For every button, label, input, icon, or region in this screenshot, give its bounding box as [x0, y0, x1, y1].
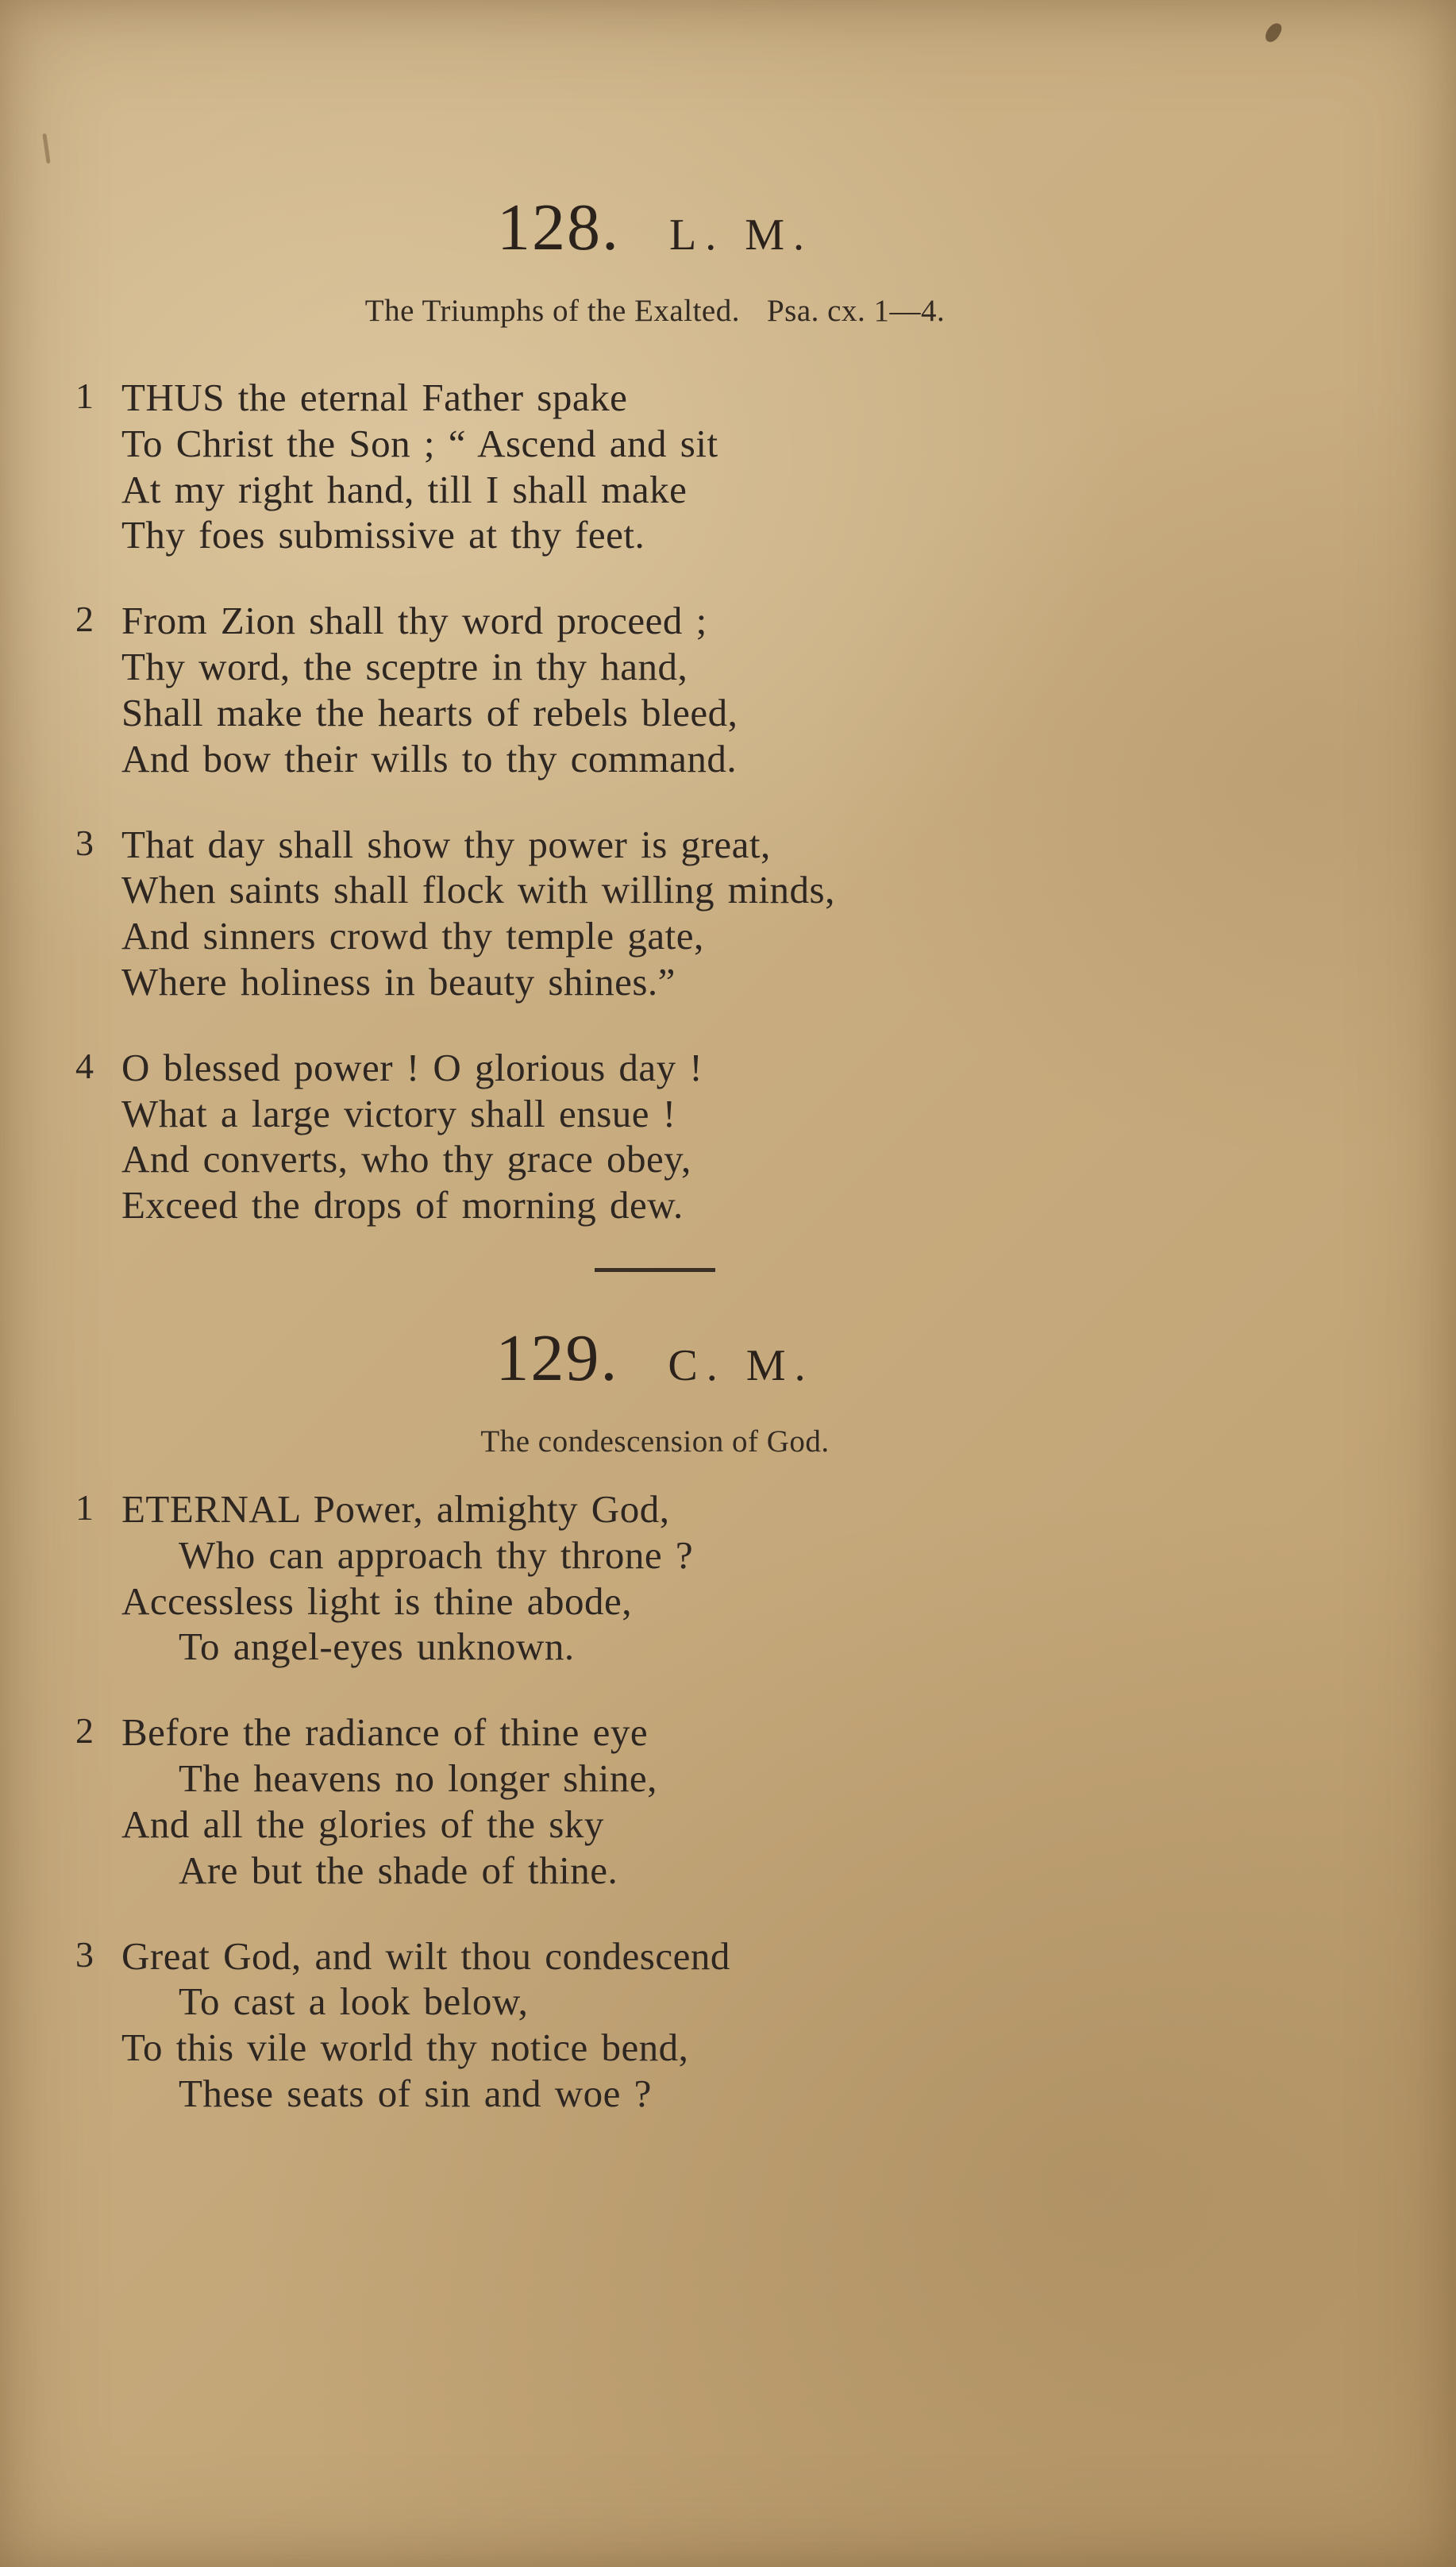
verse-lines [121, 822, 1235, 1005]
hymn-subtitle-text: The Triumphs of the Exalted. [364, 294, 740, 328]
verse-line: Who can approach thy throne ? [179, 1532, 694, 1577]
verse-lines [121, 1709, 1235, 1893]
verse-line: The heavens no longer shine, [179, 1756, 657, 1801]
verse-line: Thy foes submissive at thy feet. [121, 513, 645, 557]
verse-line: Great God, and wilt thou condescend [121, 1933, 730, 1978]
hymn-reference: Psa. cx. 1—4. [766, 294, 946, 328]
verse-lines [121, 1933, 1235, 2117]
verse-line: These seats of sin and woe ? [179, 2071, 652, 2115]
verse-line: What a large victory shall ensue ! [121, 1091, 676, 1135]
verse-lines [121, 1045, 1235, 1228]
verse-line: At my right hand, till I shall make [121, 467, 688, 511]
hymn-meter: L. M. [669, 210, 813, 260]
page-content [75, 189, 1235, 2157]
verse-line: And bow their wills to thy command. [121, 736, 738, 781]
hymn-subtitle [75, 1424, 1235, 1459]
verse-number: 3 [75, 1933, 94, 1975]
hymn-meter: C. M. [668, 1341, 815, 1390]
hymn-divider [595, 1268, 715, 1272]
hymn-heading [75, 189, 1235, 266]
verse-line: To Christ the Son ; “ Ascend and sit [121, 421, 718, 465]
verse-line: To this vile world thy notice bend, [121, 2025, 689, 2070]
verse-line: And all the glories of the sky [121, 1802, 604, 1846]
verse [75, 1045, 1235, 1228]
verse [75, 1486, 1235, 1670]
verse-line: Where holiness in beauty shines.” [121, 959, 676, 1004]
hymn-128 [75, 189, 1235, 1228]
verse [75, 375, 1235, 558]
verse-number: 1 [75, 376, 94, 416]
verse-number: 2 [75, 1710, 94, 1752]
hymn-heading [75, 1320, 1235, 1397]
verse-line: To angel-eyes unknown. [179, 1625, 575, 1669]
verse-line: From Zion shall thy word proceed ; [121, 599, 707, 643]
verse-line: When saints shall flock with willing minds, [121, 868, 835, 912]
hymn-subtitle-text: The condescension of God. [480, 1424, 830, 1459]
verse-line: O blessed power ! O glorious day ! [121, 1045, 703, 1089]
verse-number: 2 [75, 599, 94, 640]
ink-mark [42, 133, 50, 164]
verse-number: 4 [75, 1045, 94, 1086]
hymn-subtitle [75, 293, 1235, 329]
verse-line: That day shall show thy power is great, [121, 822, 771, 866]
hymn-number: 129. [495, 1321, 619, 1395]
verse-lines [121, 598, 1235, 781]
verse-line: And converts, who thy grace obey, [121, 1137, 691, 1181]
verse-line: Are but the shade of thine. [179, 1848, 618, 1892]
verse-line: Exceed the drops of morning dew. [121, 1183, 684, 1228]
verse [75, 822, 1235, 1005]
verse-line: To cast a look below, [179, 1979, 529, 2024]
verse-line: Accessless light is thine abode, [121, 1578, 633, 1623]
verse [75, 598, 1235, 781]
verse-line: And sinners crowd thy temple gate, [121, 914, 704, 958]
hymn-129 [75, 1320, 1235, 2117]
verse-number: 3 [75, 822, 94, 863]
verse-lines [121, 375, 1235, 558]
verse-lines [121, 1486, 1235, 1670]
hymn-number: 128. [497, 191, 620, 264]
verse-line: Thy word, the sceptre in thy hand, [121, 645, 688, 689]
verse-line: THUS the eternal Father spake [121, 376, 628, 419]
verse-line: Before the radiance of thine eye [121, 1710, 649, 1755]
verse-line: Shall make the hearts of rebels bleed, [121, 690, 738, 734]
ink-mark [1263, 21, 1284, 44]
verse [75, 1709, 1235, 1893]
verse [75, 1933, 1235, 2117]
verse-line: ETERNAL Power, almighty God, [121, 1487, 670, 1531]
verse-number: 1 [75, 1487, 94, 1528]
